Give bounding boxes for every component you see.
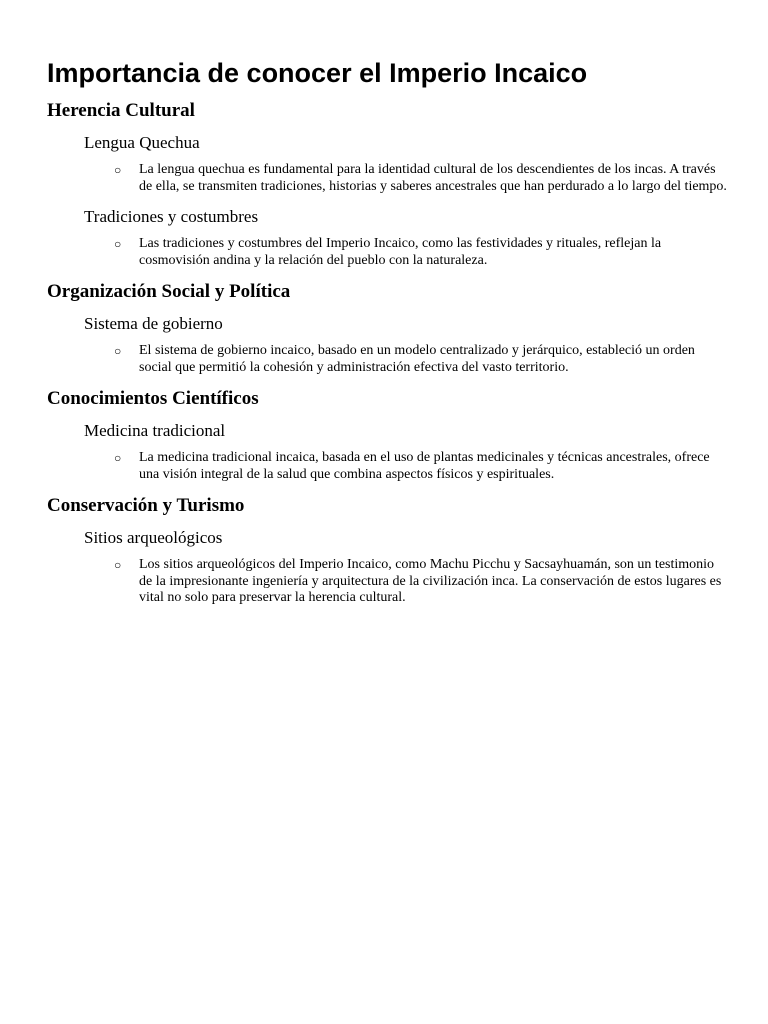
bullet-list <box>47 162 727 195</box>
subsection-heading: Tradiciones y costumbres <box>84 207 259 226</box>
bullet-list <box>47 557 722 607</box>
subsection-heading: Lengua Quechua <box>84 133 200 152</box>
subsection-heading: Sistema de gobierno <box>84 314 223 333</box>
list-item <box>47 162 728 195</box>
subsection-lengua-quechua <box>47 132 727 195</box>
subsection-tradiciones-costumbres <box>47 206 722 269</box>
section-organizacion-social <box>47 280 722 376</box>
bullet-list <box>47 450 722 483</box>
section-conocimientos-cientificos <box>47 387 722 483</box>
section-conservacion-turismo <box>47 494 722 607</box>
bullet-list <box>47 236 722 269</box>
document-page <box>47 56 727 618</box>
list-item-text: El sistema de gobierno incaico, basado en un modelo centralizado y jerárquico, estableció un orden social que permitió la cohesión y administración efectiva del vasto territorio. <box>139 343 695 375</box>
circle-bullet-icon: ○ <box>114 163 122 177</box>
subsection-heading: Sitios arqueológicos <box>84 528 223 547</box>
section-heading: Conservación y Turismo <box>47 495 245 516</box>
list-item <box>47 236 728 269</box>
subsection-heading: Medicina tradicional <box>84 421 226 440</box>
section-heading: Conocimientos Científicos <box>47 388 259 409</box>
section-heading: Organización Social y Política <box>47 281 291 302</box>
list-item <box>47 450 728 483</box>
list-item <box>47 343 728 376</box>
list-item <box>47 557 728 607</box>
list-item-text: La medicina tradicional incaica, basada en el uso de plantas medicinales y técnicas ancestrales, ofrece una visión integral de la salud que combina aspectos físicos y espirituales. <box>139 450 710 482</box>
circle-bullet-icon: ○ <box>114 237 122 251</box>
circle-bullet-icon: ○ <box>114 451 122 465</box>
bullet-list <box>47 343 722 376</box>
document-title: Importancia de conocer el Imperio Incaico <box>47 58 588 88</box>
list-item-text: Las tradiciones y costumbres del Imperio Incaico, como las festividades y rituales, reflejan la cosmovisión andina y la relación del pueblo con la naturaleza. <box>139 236 662 268</box>
circle-bullet-icon: ○ <box>114 344 122 358</box>
subsection-medicina-tradicional <box>47 420 722 483</box>
subsection-sistema-gobierno <box>47 313 722 376</box>
section-heading: Herencia Cultural <box>47 100 195 121</box>
circle-bullet-icon: ○ <box>114 558 122 572</box>
list-item-text: Los sitios arqueológicos del Imperio Incaico, como Machu Picchu y Sacsayhuamán, son un testimonio de la impresionante ingeniería y arquitectura de la civilización inca. La conservación de estos lugares es vital no solo para preservar la herencia cultural. <box>139 557 722 605</box>
subsection-sitios-arqueologicos <box>47 527 722 607</box>
section-herencia-cultural <box>47 99 727 269</box>
list-item-text: La lengua quechua es fundamental para la identidad cultural de los descendientes de los incas. A través de ella, se transmiten tradiciones, historias y saberes ancestrales que han perdurado a lo largo del tiempo. <box>139 162 727 194</box>
